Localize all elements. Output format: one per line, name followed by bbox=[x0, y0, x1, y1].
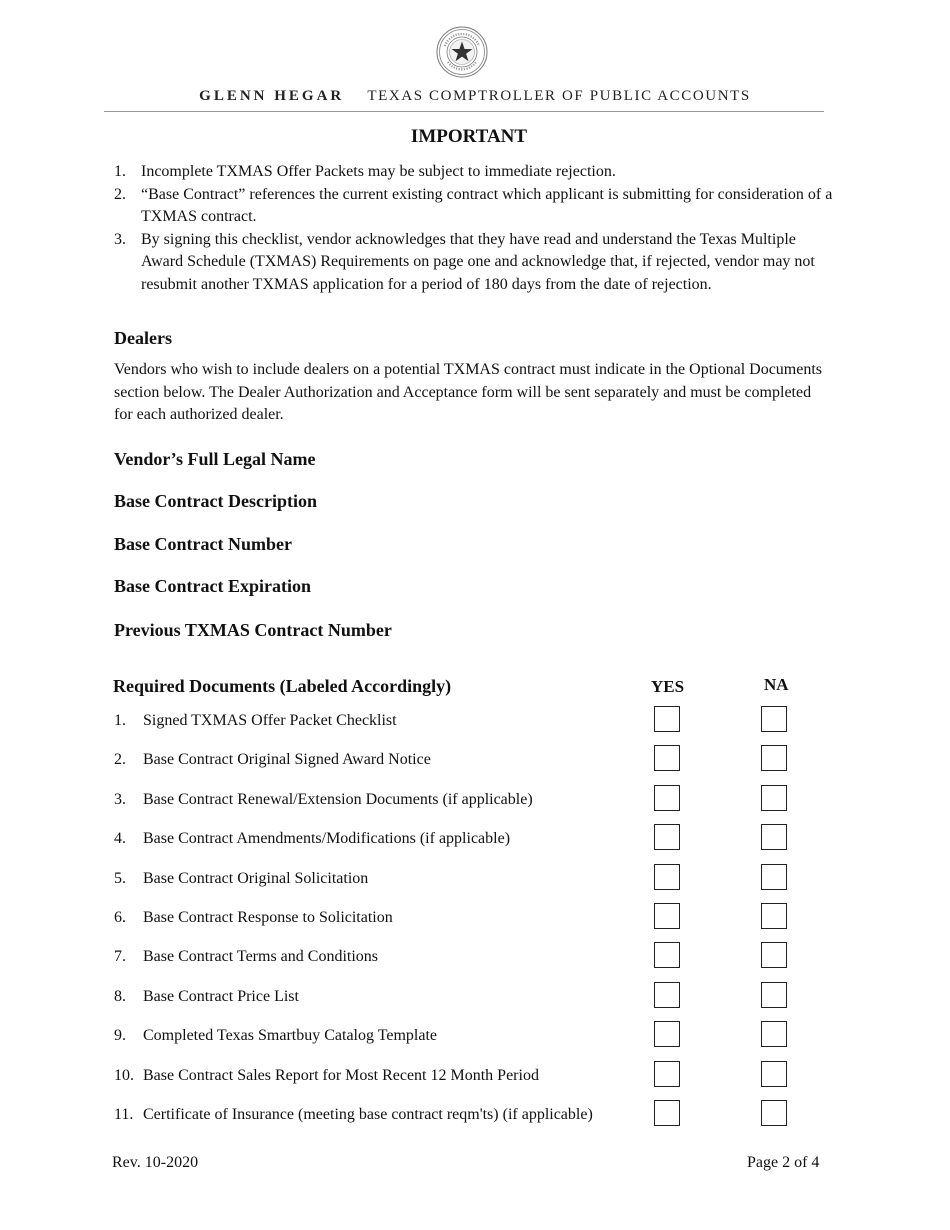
list-item-text: “Base Contract” references the current existing contract which applicant is submitting for consideration of a TXMAS contract. bbox=[141, 185, 833, 225]
base-contract-expiration-label: Base Contract Expiration bbox=[114, 576, 311, 596]
yes-checkbox[interactable] bbox=[654, 903, 680, 929]
revision-label: Rev. 10-2020 bbox=[112, 1154, 199, 1171]
table-row bbox=[114, 903, 834, 933]
previous-txmas-number-label: Previous TXMAS Contract Number bbox=[114, 620, 392, 640]
table-row bbox=[114, 785, 834, 815]
vendor-name-label: Vendor’s Full Legal Name bbox=[114, 449, 316, 469]
yes-checkbox[interactable] bbox=[654, 982, 680, 1008]
yes-checkbox[interactable] bbox=[654, 942, 680, 968]
row-number: 2. bbox=[114, 751, 126, 768]
important-title: IMPORTANT bbox=[410, 126, 528, 147]
list-item-text: Incomplete TXMAS Offer Packets may be subject to immediate rejection. bbox=[141, 163, 616, 180]
yes-checkbox[interactable] bbox=[654, 1021, 680, 1047]
row-number: 6. bbox=[114, 909, 126, 926]
yes-checkbox[interactable] bbox=[654, 1100, 680, 1126]
na-checkbox[interactable] bbox=[761, 1021, 787, 1047]
table-row bbox=[114, 1061, 834, 1091]
na-column-header: NA bbox=[764, 675, 789, 694]
dealers-paragraph: Vendors who wish to include dealers on a potential TXMAS contract must indicate in the Optional Documents section below. The Dealer Authorization and Acceptance form will be sent separately and must be completed for each authorized dealer. bbox=[114, 361, 823, 423]
na-checkbox[interactable] bbox=[761, 706, 787, 732]
dealers-heading: Dealers bbox=[114, 328, 172, 348]
base-contract-description-label: Base Contract Description bbox=[114, 491, 317, 511]
table-row bbox=[114, 864, 834, 894]
list-item bbox=[114, 184, 834, 229]
yes-checkbox[interactable] bbox=[654, 1061, 680, 1087]
na-checkbox[interactable] bbox=[761, 1061, 787, 1087]
row-number: 1. bbox=[114, 712, 126, 729]
row-number: 9. bbox=[114, 1027, 126, 1044]
row-label: Certificate of Insurance (meeting base contract reqm'ts) (if applicable) bbox=[143, 1106, 593, 1123]
list-item-number: 3. bbox=[114, 230, 126, 248]
na-checkbox[interactable] bbox=[761, 903, 787, 929]
na-checkbox[interactable] bbox=[761, 824, 787, 850]
row-number: 10. bbox=[114, 1067, 134, 1084]
row-label: Base Contract Renewal/Extension Documents (if applicable) bbox=[143, 791, 533, 808]
page-number: Page 2 of 4 bbox=[747, 1154, 820, 1171]
list-item-number: 2. bbox=[114, 185, 126, 203]
na-checkbox[interactable] bbox=[761, 864, 787, 890]
na-checkbox[interactable] bbox=[761, 942, 787, 968]
yes-checkbox[interactable] bbox=[654, 706, 680, 732]
table-row bbox=[114, 982, 834, 1012]
row-label: Base Contract Amendments/Modifications (if applicable) bbox=[143, 830, 511, 847]
na-checkbox[interactable] bbox=[761, 745, 787, 771]
row-label: Completed Texas Smartbuy Catalog Template bbox=[143, 1027, 437, 1044]
row-label: Base Contract Original Signed Award Notice bbox=[143, 751, 431, 768]
comptroller-name: GLENN HEGAR bbox=[199, 88, 345, 104]
base-contract-number-label: Base Contract Number bbox=[114, 534, 292, 554]
na-checkbox[interactable] bbox=[761, 1100, 787, 1126]
header-divider bbox=[104, 111, 824, 112]
yes-checkbox[interactable] bbox=[654, 745, 680, 771]
yes-checkbox[interactable] bbox=[654, 864, 680, 890]
row-number: 5. bbox=[114, 870, 126, 887]
table-row bbox=[114, 1021, 834, 1051]
yes-checkbox[interactable] bbox=[654, 824, 680, 850]
list-item-number: 1. bbox=[114, 163, 126, 180]
row-label: Base Contract Response to Solicitation bbox=[143, 909, 393, 926]
important-list bbox=[114, 161, 834, 296]
row-label: Base Contract Price List bbox=[143, 988, 299, 1005]
table-row bbox=[114, 745, 834, 775]
required-documents-heading: Required Documents (Labeled Accordingly) bbox=[113, 676, 452, 696]
row-number: 4. bbox=[114, 830, 126, 847]
yes-column-header: YES bbox=[651, 677, 685, 696]
agency-name: TEXAS COMPTROLLER OF PUBLIC ACCOUNTS bbox=[367, 88, 751, 104]
list-item bbox=[114, 229, 834, 297]
row-number: 11. bbox=[114, 1106, 134, 1123]
row-label: Signed TXMAS Offer Packet Checklist bbox=[143, 712, 397, 729]
row-number: 3. bbox=[114, 791, 126, 808]
comptroller-seal-icon bbox=[436, 26, 488, 78]
row-label: Base Contract Original Solicitation bbox=[143, 870, 369, 887]
na-checkbox[interactable] bbox=[761, 982, 787, 1008]
row-label: Base Contract Terms and Conditions bbox=[143, 948, 378, 965]
na-checkbox[interactable] bbox=[761, 785, 787, 811]
masthead bbox=[0, 88, 950, 105]
list-item-text: By signing this checklist, vendor acknowledges that they have read and understand the Texas Multiple Award Schedule (TXMAS) Requirements on page one and acknowledge that, if rejected, vendor may not resubmit another TXMAS application for a period of 180 days from the date of rejection. bbox=[141, 230, 815, 293]
row-label: Base Contract Sales Report for Most Recent 12 Month Period bbox=[143, 1067, 539, 1084]
table-row bbox=[114, 706, 834, 736]
yes-checkbox[interactable] bbox=[654, 785, 680, 811]
row-number: 7. bbox=[114, 948, 126, 965]
table-row bbox=[114, 1100, 834, 1130]
table-row bbox=[114, 824, 834, 854]
row-number: 8. bbox=[114, 988, 126, 1005]
list-item bbox=[114, 161, 834, 184]
table-row bbox=[114, 942, 834, 972]
